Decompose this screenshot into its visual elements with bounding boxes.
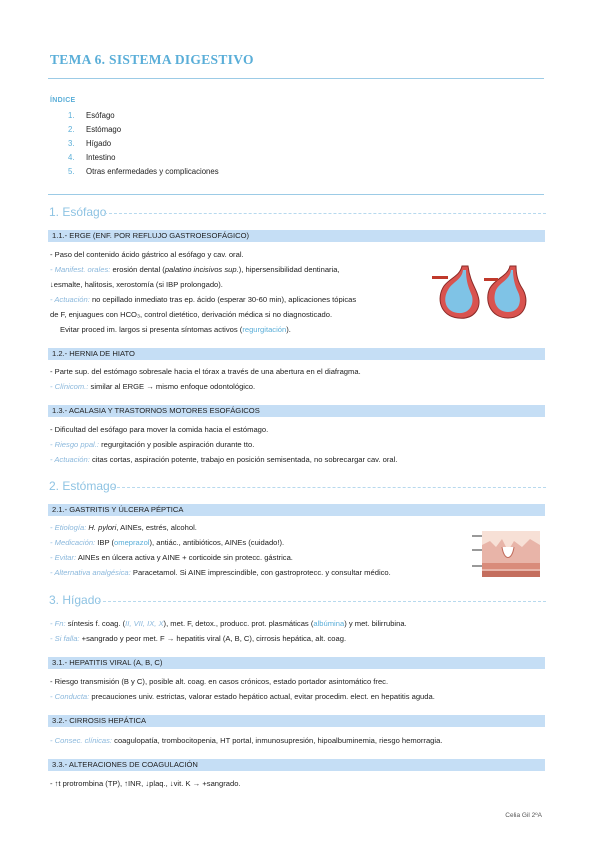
text-line: - Riesgo transmisión (B y C), posible alt. coag. en casos crónicos, estado portador asintomático frec. [50, 677, 389, 686]
text-line: - Evitar: AINEs en úlcera activa y AINE + corticoide sin protecc. gástrica. [50, 553, 293, 562]
page-title: TEMA 6. SISTEMA DIGESTIVO [50, 52, 254, 67]
text-line: - Consec. clínicas: coagulopatía, trombocitopenia, HT portal, inmunosupresión, hipoalbuminemia, riesgo hemorragia. [50, 736, 443, 745]
text-line: - Fn: síntesis f. coag. (II, VII, IX, X), met. F, detox., producc. prot. plasmáticas (albúmina) y met. bilirrubina. [50, 619, 407, 628]
section-heading: 1. Esófago [49, 205, 107, 219]
text-line: - Medicación: IBP (omeprazol), antiác., antibióticos, AINEs (cuidado!). [50, 538, 285, 547]
index-heading: ÍNDICE [50, 97, 76, 104]
text-line: de F, enjuagues con HCO₃, control dietético, derivación médica si no diagnosticado. [50, 310, 333, 319]
text-line: - Si falla: +sangrado y peor met. F → hepatitis viral (A, B, C), cirrosis hepática, alt. coag. [50, 634, 347, 643]
stomach-reflux-illustration [432, 264, 536, 322]
subsection-bar: 1.2.- HERNIA DE HIATO [48, 348, 545, 360]
index-item: 2. Estómago [68, 125, 122, 134]
text-line: - Actuación: citas cortas, aspiración potente, trabajo en posición semisentada, no sobrecargar cav. oral. [50, 455, 398, 464]
text-line: - Conducta: precauciones univ. estrictas, valorar estado hepático actual, evitar procedim. elect. en hepatitis aguda. [50, 692, 435, 701]
index-item: 1. Esófago [68, 111, 115, 120]
text-line: - Riesgo ppal.: regurgitación y posible aspiración durante tto. [50, 440, 255, 449]
gastric-ulcer-illustration [472, 527, 544, 580]
text-line: - Actuación: no cepillado inmediato tras ep. ácido (esperar 30-60 min), aplicaciones tópicas [50, 295, 357, 304]
section-rule [104, 213, 546, 214]
text-line: - ↑t protrombina (TP), ↑INR, ↓plaq., ↓vit. K → +sangrado. [50, 779, 241, 788]
index-item: 3. Hígado [68, 139, 112, 148]
subsection-bar: 2.1.- GASTRITIS Y ÚLCERA PÉPTICA [48, 504, 545, 516]
text-line: - Parte sup. del estómago sobresale hacia el tórax a través de una abertura en el diafragma. [50, 367, 361, 376]
subsection-bar: 3.1.- HEPATITIS VIRAL (A, B, C) [48, 657, 545, 669]
text-line: - Clínicom.: similar al ERGE → mismo enfoque odontológico. [50, 382, 256, 391]
section-heading: 3. Hígado [49, 593, 102, 607]
section-heading: 2. Estómago [49, 479, 117, 493]
subsection-bar: 3.3.- ALTERACIONES DE COAGULACIÓN [48, 759, 545, 771]
text-line: - Etiología: H. pylori, AINEs, estrés, alcohol. [50, 523, 197, 532]
index-item: 4. Intestino [68, 153, 116, 162]
divider [48, 78, 544, 79]
subsection-bar: 1.1.- ERGE (ENF. POR REFLUJO GASTROESOFÁGICO) [48, 230, 545, 242]
footer-author: Celia Gil 2ºA [505, 812, 542, 819]
text-line: - Alternativa analgésica: Paracetamol. Si AINE imprescindible, con gastroprotecc. y consultar médico. [50, 568, 391, 577]
subsection-bar: 3.2.- CIRROSIS HEPÁTICA [48, 715, 545, 727]
subsection-bar: 1.3.- ACALASIA Y TRASTORNOS MOTORES ESOFÁGICOS [48, 405, 545, 417]
section-rule [112, 487, 546, 488]
text-line: - Paso del contenido ácido gástrico al esófago y cav. oral. [50, 250, 244, 259]
text-line: ↓esmalte, halitosis, xerostomía (si IBP prolongado). [50, 280, 223, 289]
section-rule [98, 601, 546, 602]
divider [48, 194, 544, 195]
text-line: Evitar proced im. largos si presenta síntomas activos (regurgitación). [60, 325, 291, 334]
text-line: - Manifest. orales: erosión dental (palatino incisivos sup.), hipersensibilidad dentinaria, [50, 265, 340, 274]
text-line: - Dificultad del esófago para mover la comida hacia el estómago. [50, 425, 269, 434]
index-item: 5. Otras enfermedades y complicaciones [68, 167, 219, 176]
